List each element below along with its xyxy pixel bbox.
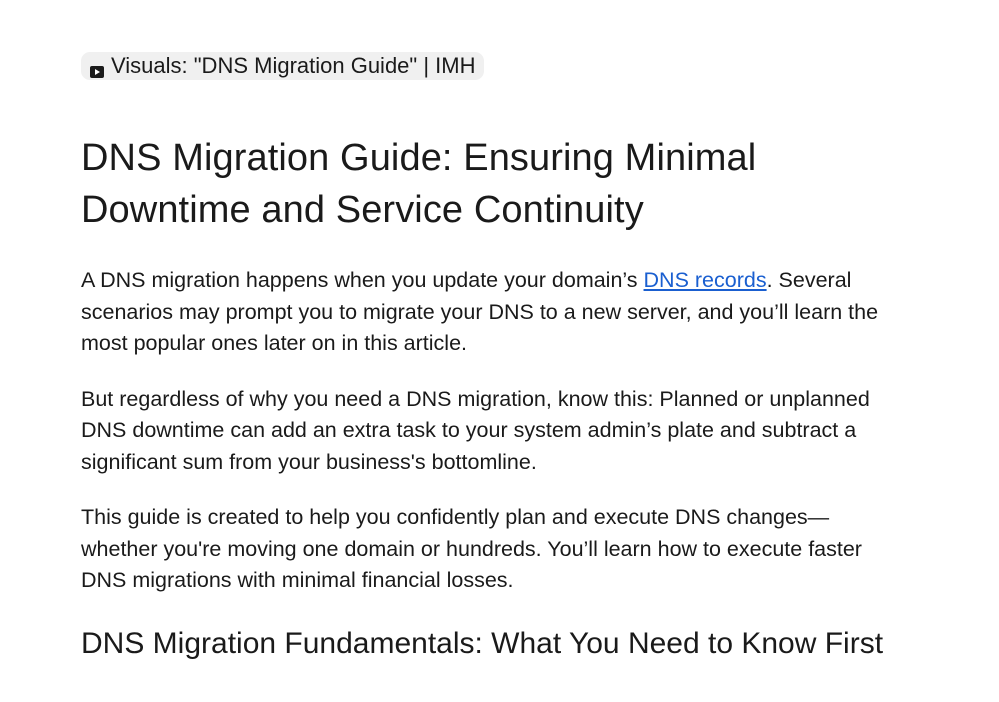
intro-text-after: . Several scenarios may prompt you to migrate your DNS to a new server, and you’ll learn the most popular ones later on in this article.: [81, 268, 879, 355]
intro-paragraph: [81, 265, 891, 360]
visuals-chip[interactable]: [81, 52, 484, 80]
page-title: DNS Migration Guide: Ensuring Minimal Downtime and Service Continuity: [81, 137, 757, 231]
visuals-chip-label: Visuals: "DNS Migration Guide" | IMH: [111, 53, 476, 78]
intro-text-before: A DNS migration happens when you update your domain’s: [81, 268, 644, 292]
section-heading-fundamentals: DNS Migration Fundamentals: What You Need to Know First: [81, 626, 884, 660]
slides-icon: [89, 59, 105, 73]
dns-records-link[interactable]: DNS records: [643, 268, 767, 292]
guide-purpose-paragraph: This guide is created to help you confidently plan and execute DNS changes—whether you're moving one domain or hundreds. You’ll learn how to execute faster DNS migrations with minimal financial losses.: [81, 505, 862, 592]
downtime-paragraph: But regardless of why you need a DNS migration, know this: Planned or unplanned DNS downtime can add an extra task to your system admin’s plate and subtract a significant sum from your business's bottomline.: [81, 386, 870, 474]
document-page: [81, 52, 891, 665]
